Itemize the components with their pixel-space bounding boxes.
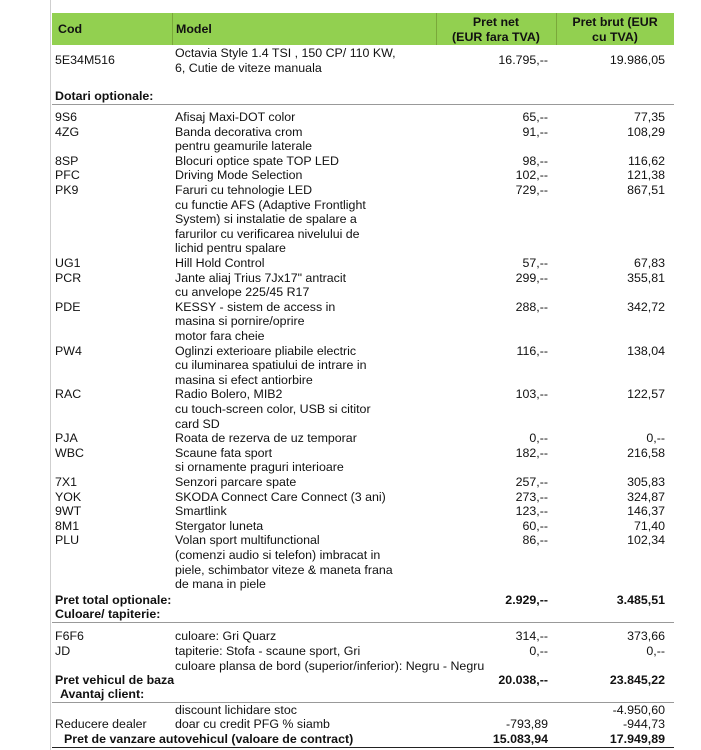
option-desc-line: card SD — [175, 416, 220, 431]
option-code: PLU — [55, 533, 80, 548]
vehicle-code: 5E34M516 — [55, 53, 115, 67]
option-desc-line: Faruri cu tehnologie LED — [175, 183, 313, 197]
option-desc-line: de mana in piele — [175, 577, 266, 592]
option-code: PK9 — [55, 183, 79, 197]
discount-desc: discount lichidare stoc — [175, 703, 297, 717]
option-desc-line: KESSY - sistem de access in — [175, 299, 336, 314]
base-price-gross: 23.845,22 — [609, 673, 665, 687]
option-net: 123,-- — [515, 504, 548, 519]
option-net: 91,-- — [522, 124, 548, 139]
option-code: PW4 — [55, 343, 82, 358]
color-desc: culoare: Gri Quarz — [175, 629, 277, 643]
option-desc-line: Hill Hold Control — [175, 256, 265, 270]
color-net: 0,-- — [529, 644, 548, 658]
option-net: 65,-- — [522, 110, 548, 124]
option-net: 103,-- — [515, 387, 548, 402]
option-desc-line: piele, schimbator viteze & maneta frana — [175, 562, 393, 577]
option-desc-line: Driving Mode Selection — [175, 168, 303, 183]
vehicle-net: 16.795,-- — [498, 53, 548, 67]
option-desc-line: Afisaj Maxi-DOT color — [175, 110, 296, 124]
options-total-label: Pret total optionale: — [55, 593, 172, 607]
option-gross: 305,83 — [627, 475, 665, 489]
options-title: Dotari optionale: — [55, 89, 154, 103]
header-separator — [172, 13, 173, 45]
option-net: 116,-- — [516, 343, 548, 358]
option-net: 98,-- — [522, 153, 548, 168]
option-desc-line: Senzori parcare spate — [175, 475, 297, 489]
option-code: PCR — [55, 270, 82, 285]
option-code: PFC — [55, 168, 80, 183]
options-total-net: 2.929,-- — [505, 593, 548, 607]
final-price-gross: 17.949,89 — [609, 732, 665, 746]
final-price-net: 15.083,94 — [492, 732, 548, 746]
option-net: 102,-- — [515, 168, 548, 183]
discount-net: -793,89 — [505, 717, 548, 731]
option-desc-line: motor fara cheie — [175, 329, 265, 343]
option-desc-line: lichid pentru spalare — [175, 241, 286, 256]
option-gross: 108,29 — [627, 124, 665, 139]
option-net: 729,-- — [515, 183, 548, 197]
option-desc-line: cu iluminarea spatiului de intrare in — [175, 358, 367, 373]
option-gross: 77,35 — [633, 110, 665, 124]
option-code: UG1 — [55, 256, 81, 270]
option-desc-line: cu anvelope 225/45 R17 — [175, 285, 310, 300]
option-code: 9S6 — [55, 110, 78, 124]
option-desc-line: cu touch-screen color, USB si cititor — [175, 402, 371, 416]
option-desc-line: masina si pornire/oprire — [175, 314, 305, 329]
option-gross: 342,72 — [627, 299, 665, 314]
option-code: 7X1 — [55, 475, 78, 489]
option-code: 4ZG — [55, 124, 80, 139]
header-pret-net-1: Pret net — [472, 15, 520, 29]
option-desc-line: Banda decorativa crom — [175, 124, 303, 139]
option-net: 288,-- — [515, 299, 548, 314]
color-code: JD — [55, 644, 71, 658]
divider — [52, 622, 674, 623]
color-code: F6F6 — [55, 629, 84, 643]
option-net: 57,-- — [522, 256, 548, 270]
option-gross: 116,62 — [628, 153, 665, 168]
final-price-label: Pret de vanzare autovehicul (valoare de contract) — [64, 732, 354, 746]
option-net: 86,-- — [522, 533, 548, 548]
option-desc-line: Roata de rezerva de uz temporar — [175, 431, 357, 446]
option-code: 9WT — [55, 504, 82, 519]
option-desc-line: farurilor cu verificarea nivelului de — [175, 226, 360, 241]
option-gross: 122,57 — [627, 387, 665, 402]
option-code: YOK — [55, 489, 82, 504]
option-desc-line: Oglinzi exterioare pliabile electric — [175, 343, 357, 358]
discount-label: Reducere dealer — [55, 717, 147, 731]
header-pret-brut-1: Pret brut (EUR — [572, 15, 658, 29]
color-gross: 373,66 — [627, 629, 665, 643]
discount-gross: -944,73 — [622, 717, 665, 731]
option-gross: 867,51 — [627, 183, 665, 197]
header-model: Model — [176, 22, 212, 36]
option-gross: 121,38 — [627, 168, 665, 183]
option-desc-line: Volan sport multifunctional — [175, 533, 320, 548]
color-gross: 0,-- — [646, 644, 665, 658]
option-net: 60,-- — [522, 518, 548, 533]
discount-gross: -4.950,60 — [612, 703, 665, 717]
option-desc-line: masina si efect antiorbire — [175, 372, 313, 387]
option-code: WBC — [55, 445, 84, 460]
vehicle-gross: 19.986,05 — [609, 53, 665, 67]
option-gross: 67,83 — [633, 256, 665, 270]
option-gross: 71,40 — [633, 518, 665, 533]
option-desc-line: Jante aliaj Trius 7Jx17" antracit — [175, 270, 347, 285]
option-desc-line: Radio Bolero, MIB2 — [175, 387, 283, 402]
base-price-label: Pret vehicul de baza — [55, 673, 175, 687]
option-code: RAC — [55, 387, 82, 402]
discount-desc: doar cu credit PFG % siamb — [175, 717, 330, 731]
color-net: 314,-- — [515, 629, 548, 643]
option-gross: 355,81 — [627, 270, 665, 285]
option-net: 182,-- — [515, 445, 548, 460]
option-gross: 324,87 — [627, 489, 665, 504]
option-gross: 216,58 — [627, 445, 665, 460]
option-net: 299,-- — [515, 270, 548, 285]
advantage-title: Avantaj client: — [60, 687, 145, 701]
option-desc-line: System) si instalatie de spalare a — [175, 212, 357, 227]
color-title: Culoare/ tapiterie: — [55, 607, 161, 621]
option-desc-line: Blocuri optice spate TOP LED — [175, 153, 339, 168]
option-net: 0,-- — [529, 431, 548, 446]
header-pret-net-2: (EUR fara TVA) — [452, 30, 540, 44]
option-code: PDE — [55, 299, 81, 314]
divider — [52, 747, 674, 748]
option-code: PJA — [55, 431, 78, 446]
option-net: 257,-- — [515, 475, 548, 489]
option-desc-line: (comenzi audio si telefon) imbracat in — [175, 548, 381, 562]
vehicle-model-line: 6, Cutie de viteze manuala — [175, 61, 322, 75]
option-code: 8M1 — [55, 518, 80, 533]
page-left-border — [50, 0, 51, 750]
header-cod: Cod — [58, 22, 83, 36]
option-code: 8SP — [55, 153, 79, 168]
base-price-net: 20.038,-- — [498, 673, 548, 687]
color-desc: tapiterie: Stofa - scaune sport, Gri — [175, 644, 361, 658]
options-total-gross: 3.485,51 — [616, 593, 665, 607]
option-gross: 102,34 — [627, 533, 665, 548]
option-gross: 0,-- — [646, 431, 665, 446]
option-gross: 138,04 — [627, 343, 665, 358]
option-gross: 146,37 — [627, 504, 665, 519]
option-desc-line: si ornamente praguri interioare — [175, 460, 344, 475]
option-desc-line: SKODA Connect Care Connect (3 ani) — [175, 489, 386, 504]
divider — [52, 104, 674, 105]
option-desc-line: pentru geamurile laterale — [175, 139, 313, 154]
option-desc-line: Stergator luneta — [175, 518, 264, 533]
option-net: 273,-- — [515, 489, 548, 504]
dashboard-color: culoare plansa de bord (superior/inferior): Negru - Negru — [175, 659, 485, 673]
header-pret-brut-2: cu TVA) — [592, 30, 638, 44]
option-desc-line: Scaune fata sport — [175, 445, 273, 460]
option-desc-line: cu functie AFS (Adaptive Frontlight — [175, 197, 366, 212]
vehicle-model-line: Octavia Style 1.4 TSI , 150 CP/ 110 KW, — [175, 46, 396, 60]
option-desc-line: Smartlink — [175, 504, 227, 519]
